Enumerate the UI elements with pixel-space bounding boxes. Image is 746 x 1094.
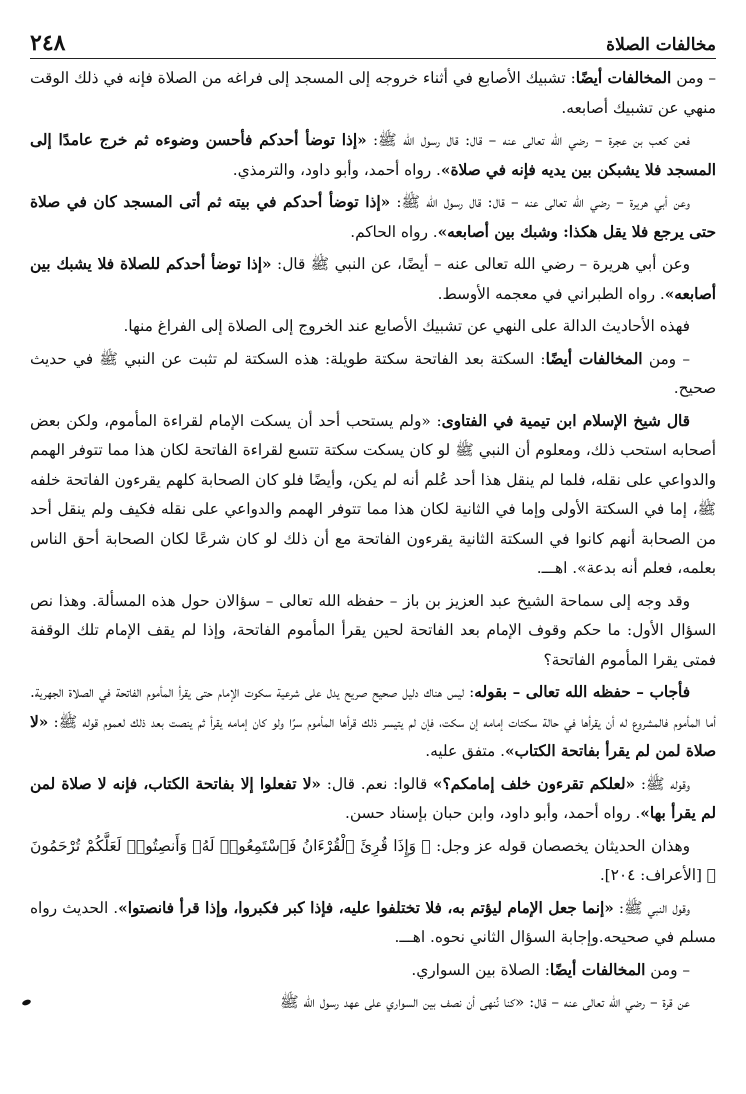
paragraph	[30, 956, 716, 986]
body-text	[30, 64, 716, 1021]
paragraph	[30, 250, 716, 309]
text-run: وقوله ﷺ:	[635, 774, 691, 793]
page-header	[30, 24, 716, 59]
text-run: : ليس هناك دليل صحيح صريح يدل على شرعية سكوت الإمام حتى يقرأ المأموم الفاتحة في الصلاة الجهرية. أما المأموم فالمشروع له أن يقرأها في حالة سكتات إمامه إن سكت، فإن لم يتيسر ذلك قرأها المأموم سرًا ولو كان إمامه يقرأ ثم ينصت بعد ذلك لعموم قوله ﷺ:	[30, 683, 716, 731]
text-run: – ومن	[642, 349, 690, 368]
text-run: فهذه الأحاديث الدالة على النهي عن تشبيك الأصابع عند الخروج إلى الصلاة إلى الفراغ منها.	[123, 317, 690, 335]
text-run: : الصلاة بين السواري.	[411, 960, 550, 979]
paragraph	[30, 678, 716, 767]
bold-text-run: «إنما جعل الإمام ليؤتم به، فلا تختلفوا عليه، فإذا كبر فكبروا، وإذا قرأ فانصتوا»	[118, 898, 614, 917]
text-run: : «ولم يستحب أحد أن يسكت الإمام لقراءة المأموم، ولكن بعض أصحابه استحب ذلك، ومعلوم أن النبي ﷺ لو كان يسكت سكتة تتسع لقراءة الفاتحة لكان هذا مما تتوفر الهمم والدواعي على نقله، فلما لم ينقل هذا أحد عُلم أنه لم يكن، وأيضًا فلو كان الصحابة كلهم يقرءون الفاتحة خلفه ﷺ، إما في السكتة الأولى وإما في الثانية لكان هذا مما تتوفر الهمم والدواعي على نقله فكيف ولم ينقل أحد من الصحابة أنهم كانوا في السكتة الثانية يقرءون الفاتحة مع أن ذلك لو كان شرعًا لكان الصحابة أحق الناس بعلمه، فعلم أنه بدعة». اهـــ.	[30, 411, 716, 577]
text-run: . الحديث رواه مسلم في صحيحه.وإجابة السؤال الثاني نحوه. اهـــ.	[30, 898, 716, 946]
page-number: ٢٤٨	[30, 30, 66, 56]
paragraph	[30, 312, 716, 342]
text-run: . رواه أحمد، وأبو داود، والترمذي.	[232, 160, 441, 179]
running-title: مخالفات الصلاة	[606, 35, 716, 55]
text-run: فعن كعب بن عجرة – رضي الله تعالى عنه – قال: قال رسول الله ﷺ:	[366, 131, 690, 149]
paragraph	[30, 988, 716, 1018]
text-run: وعن أبي هريرة – رضي الله تعالى عنه – قال: قال رسول الله ﷺ:	[390, 193, 690, 211]
bold-text-run: «إذا توضأ أحدكم في بيته ثم أتى المسجد كان في صلاة حتى يرجع فلا يقل هكذا: وشبك بين أصابعه»	[30, 193, 716, 241]
text-run: . رواه الحاكم.	[350, 222, 438, 241]
paragraph	[30, 345, 716, 404]
bold-text-run: المخالفات أيضًا	[575, 69, 672, 87]
bold-text-run: «إذا توضأ أحدكم فأحسن وضوءه ثم خرج عامدًا إلى المسجد فلا يشبكن بين يديه فإنه في صلاة»	[30, 131, 716, 179]
paragraph	[30, 188, 716, 247]
bold-text-run: «لا تفعلوا إلا بفاتحة الكتاب، فإنه لا صلاة لمن لم يقرأ بها»	[30, 774, 716, 822]
paragraph	[30, 407, 716, 584]
bold-text-run: قال شيخ الإسلام ابن تيمية في الفتاوى	[441, 411, 690, 430]
bold-text-run: «إذا توضأ أحدكم للصلاة فلا يشبك بين أصابعه»	[30, 255, 716, 303]
paragraph	[30, 64, 716, 123]
bold-text-run: «لعلكم تقرءون خلف إمامكم؟»	[432, 774, 636, 793]
bold-text-run: «لا صلاة لمن لم يقرأ بفاتحة الكتاب»	[30, 712, 716, 760]
bold-text-run: فأجاب – حفظه الله تعالى – بقوله	[474, 683, 691, 701]
text-run: . متفق عليه.	[425, 742, 505, 760]
text-run: وعن أبي هريرة – رضي الله تعالى عنه – أيضًا، عن النبي ﷺ قال:	[271, 255, 690, 273]
text-run: : تشبيك الأصابع في أثناء خروجه إلى المسجد إلى فراغه من الصلاة فإنه في ذلك الوقت منهي عن تشبيك أصابعه.	[30, 69, 716, 117]
text-run: وقول النبي ﷺ:	[613, 898, 690, 917]
text-run: : السكتة بعد الفاتحة سكتة طويلة: هذه السكتة لم تثبت عن النبي ﷺ في حديث صحيح.	[30, 349, 716, 397]
paragraph	[30, 587, 716, 676]
bold-text-run: المخالفات أيضًا	[545, 349, 643, 368]
text-run: وهذان الحديثان يخصصان قوله عز وجل: ﴿ وَإِذَا قُرِئَ ٱلْقُرْءَانُ فَٱسْتَمِعُوا۟ لَهُۥ وَأَنصِتُوا۟ لَعَلَّكُمْ تُرْحَمُونَ ﴾ [الأعراف: ٢٠٤].	[30, 836, 716, 884]
text-run: وقد وجه إلى سماحة الشيخ عبد العزيز بن باز – حفظه الله تعالى – سؤالان حول هذه المسألة. وهذا نص السؤال الأول: ما حكم وقوف الإمام بعد الفاتحة لحين يقرأ المأموم الفاتحة، وإذا لم يقف الإمام تلك الوقفة فمتى يقرا المأموم الفاتحة؟	[30, 591, 716, 669]
text-run: – ومن	[671, 69, 716, 87]
paragraph	[30, 770, 716, 829]
text-run: قالوا: نعم. قال:	[321, 774, 433, 793]
paragraph	[30, 894, 716, 953]
paragraph	[30, 832, 716, 891]
text-run: . رواه الطبراني في معجمه الأوسط.	[437, 284, 665, 303]
paragraph	[30, 126, 716, 185]
text-run: عن قرة – رضي الله تعالى عنه – قال: «كنا نُنهى أن نصف بين السواري على عهد رسول الله ﷺ	[280, 993, 690, 1011]
text-run: . رواه أحمد، وأبو داود، وابن حبان بإسناد حسن.	[345, 804, 641, 822]
text-run: – ومن	[645, 960, 690, 979]
bold-text-run: المخالفات أيضًا	[549, 960, 646, 979]
